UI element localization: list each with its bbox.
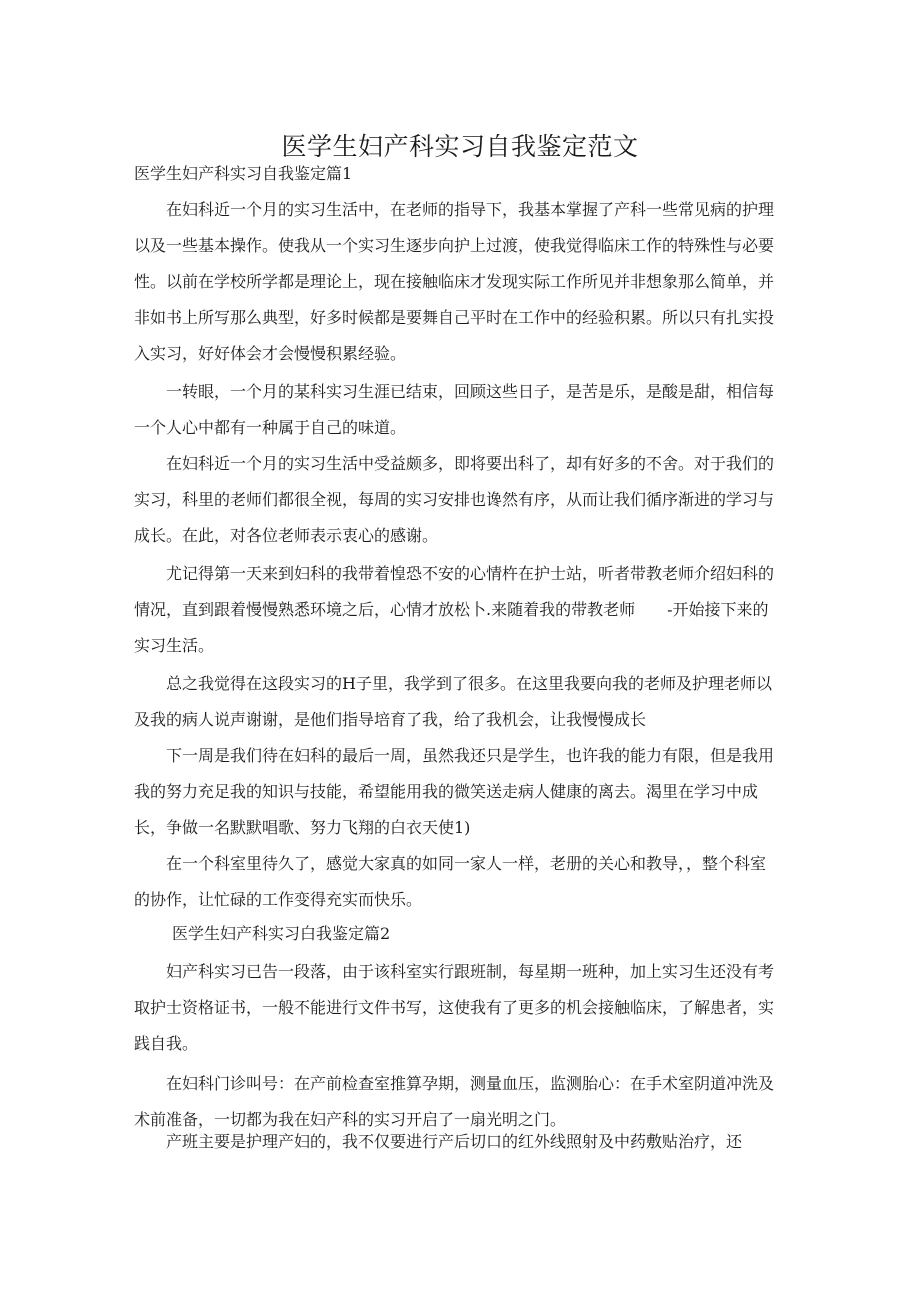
paragraph-text: 一转眼，一个月的某科实习生涯已结束，回顾这些日子，是苦是乐，是酸是甜，相信每一个人心中都有一种属于自己的味道。 [134,382,775,437]
paragraph-1 [134,192,780,372]
paragraph-text: 妇产科实习已告一段落，由于该科室实行跟班制，每星期一班种，加上实习生还没有考取护士资格证书，一般不能进行文件书写，这使我有了更多的机会接触临床，了解患者，实践自我。 [134,962,775,1053]
paragraph-10 [134,1124,780,1160]
paragraph-text: 在妇科近一个月的实习生活中，在老师的指导下，我基本掌握了产科一些常见病的护理以及一些基本操作。使我从一个实习生逐步向护上过渡，使我觉得临床工作的特殊性与必要性。以前在学校所学都是理论上，现在接触临床才发现实际工作所见并非想象那么简单，并非如书上所写那么典型，好多时候都是要舞自己平时在工作中的经验积累。所以只有扎实投入实习，好好体会才会慢慢积累经验。 [134,200,775,363]
paragraph-text: 产班主要是护理产妇的，我不仅要进行产后切口的红外线照射及中药敷贴治疗，还 [166,1132,743,1151]
paragraph-text: 下一周是我们待在妇科的最后一周，虽然我还只是学生，也许我的能力有限，但是我用我的努力充足我的知识与技能，希望能用我的微笑送走病人健康的离去。渴里在学习中成长，争做一名默默唱歌、努力飞翔的白衣天使1) [134,746,775,837]
paragraph-text: 尤记得第一天来到妇科的我带着惶恐不安的心情杵在护士站，听者带教老师介绍妇科的情况，直到跟着慢慢熟悉环境之后，心情才放松卜.来随着我的带教老师 -开始接下来的实习生活。 [134,564,775,655]
paragraph-text: 在一个科室里待久了，感觉大家真的如同一家人一样，老册的关心和教导，，整个科室的协作，让忙碌的工作变得充实而快乐。 [134,854,767,909]
paragraph-text: 在妇科近一个月的实习生活中受益颇多，即将要出科了，却有好多的不舍。对于我们的实习，科里的老师们都很全视，每周的实习安排也谗然有序，从而让我们循序渐进的学习与成长。在此，对各位老师表示衷心的感谢。 [134,454,775,545]
paragraph-8 [134,954,780,1062]
paragraph-3 [134,446,780,554]
section-heading-1: 医学生妇产科实习自我鉴定篇1 [134,164,353,183]
paragraph-text: 在妇科门诊叫号：在产前检查室推算孕期，测量血压，监测胎心：在手术室阴道冲洗及术前准备，一切都为我在妇产科的实习开启了一扇光明之门。 [134,1074,775,1129]
document-title: 医学生妇产科实习自我鉴定范文 [281,131,639,161]
paragraph-6 [134,738,780,846]
paragraph-text: 总之我觉得在这段实习的H子里，我学到了很多。在这里我要向我的老师及护理老师以及我的病人说声谢谢，是他们指导培育了我，给了我机会，让我慢慢成长 [134,674,772,729]
paragraph-4 [134,556,780,664]
paragraph-7 [134,846,780,918]
paragraph-5 [134,666,780,738]
paragraph-2 [134,374,780,446]
section-heading-2: 医学生妇产科实习白我鉴定篇2 [172,924,391,943]
